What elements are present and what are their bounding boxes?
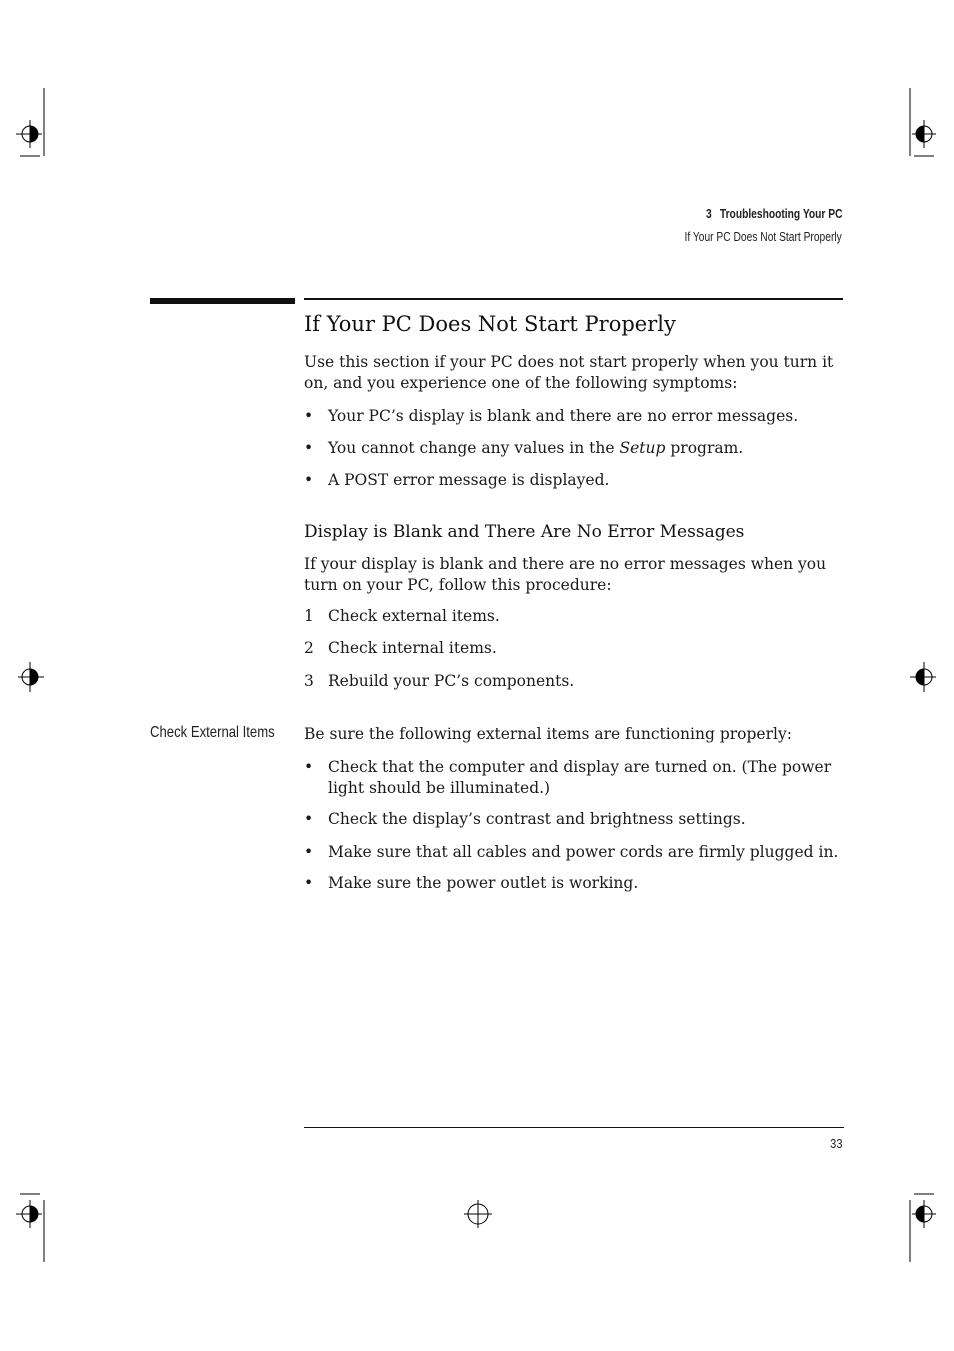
crop-mark-bottom-left	[16, 1192, 48, 1264]
running-head-chapter	[705, 207, 842, 221]
procedure-step	[304, 606, 846, 627]
step-text: Check external items.	[328, 607, 500, 625]
subsection-title: Display is Blank and There Are No Error Messages	[304, 522, 745, 542]
section-rule-thick	[150, 298, 295, 304]
bullet: •	[304, 407, 314, 425]
side-heading-check-external-items: Check External Items	[150, 724, 275, 741]
registration-mark-left	[16, 660, 46, 694]
section-rule-thin	[304, 298, 843, 300]
subsection-intro: If your display is blank and there are no error messages when you turn on your PC, follow this procedure:	[304, 555, 827, 594]
page-number: 33	[829, 1136, 842, 1151]
section-title: If Your PC Does Not Start Properly	[304, 312, 676, 336]
bullet: •	[304, 758, 314, 776]
symptom-list-item	[304, 470, 846, 491]
check-list-item	[304, 757, 846, 798]
symptom-list-item	[304, 438, 846, 459]
bullet: •	[304, 874, 314, 892]
procedure-step	[304, 638, 846, 659]
symptom-text: A POST error message is displayed.	[328, 471, 610, 489]
crop-mark-top-right	[906, 86, 938, 158]
symptom-text-suffix: program.	[665, 439, 744, 457]
registration-mark-bottom-center	[462, 1198, 494, 1230]
step-number: 1	[304, 607, 314, 625]
check-list-item	[304, 873, 846, 894]
footer-rule	[304, 1127, 844, 1128]
section-intro: Use this section if your PC does not start properly when you turn it on, and you experience one of the following symptoms:	[304, 353, 834, 392]
setup-program-name: Setup	[619, 439, 666, 457]
symptom-text	[328, 438, 846, 459]
chapter-number: 3	[705, 207, 712, 221]
symptom-text-prefix: You cannot change any values in the	[328, 439, 620, 457]
check-list-item	[304, 809, 846, 830]
bullet: •	[304, 471, 314, 489]
check-text: Make sure the power outlet is working.	[328, 874, 639, 892]
bullet: •	[304, 810, 314, 828]
symptom-text: Your PC’s display is blank and there are no error messages.	[328, 407, 799, 425]
check-text: Make sure that all cables and power cords are firmly plugged in.	[328, 843, 839, 861]
step-text: Check internal items.	[328, 639, 497, 657]
check-text: Check that the computer and display are turned on. (The power light should be illuminated.)	[328, 758, 832, 797]
bullet: •	[304, 439, 314, 457]
check-external-intro: Be sure the following external items are functioning properly:	[304, 725, 792, 743]
check-text: Check the display’s contrast and brightness settings.	[328, 810, 746, 828]
crop-mark-bottom-right	[906, 1192, 938, 1264]
check-list-item	[304, 842, 846, 863]
step-number: 2	[304, 639, 314, 657]
procedure-step	[304, 671, 846, 692]
step-number: 3	[304, 672, 314, 690]
bullet: •	[304, 843, 314, 861]
chapter-title: Troubleshooting Your PC	[719, 207, 842, 221]
crop-mark-top-left	[16, 86, 48, 158]
running-head-section: If Your PC Does Not Start Properly	[684, 230, 842, 244]
step-text: Rebuild your PC’s components.	[328, 672, 575, 690]
symptom-list-item	[304, 406, 846, 427]
registration-mark-right	[908, 660, 938, 694]
